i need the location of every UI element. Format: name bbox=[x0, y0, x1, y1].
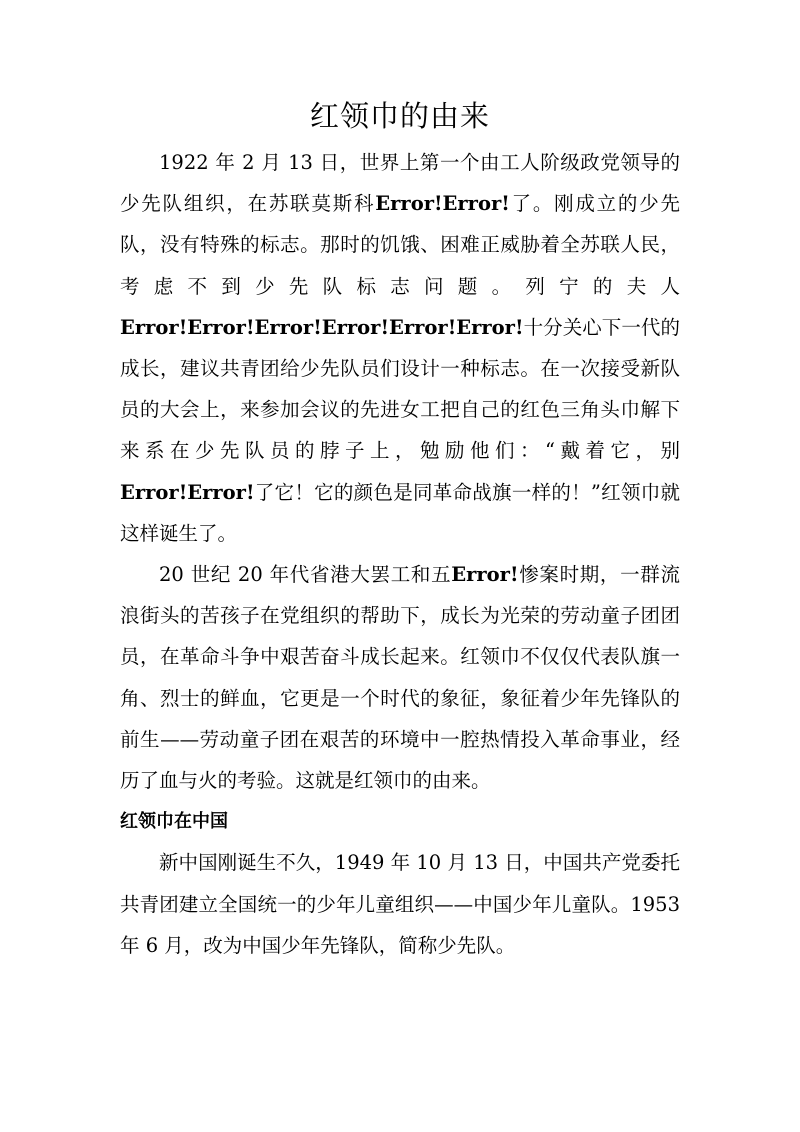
paragraph-2-text: 20 世纪 20 年代省港大罢工和五 bbox=[159, 563, 452, 587]
error-text: Error!Error! bbox=[120, 480, 255, 504]
paragraph-3: 新中国刚诞生不久，1949 年 10 月 13 日，中国共产党委托共青团建立全国统一的少年儿童组织——中国少年儿童队。1953 年 6 月，改为中国少年先锋队，简称少先队。 bbox=[120, 851, 680, 957]
error-text: Error! bbox=[451, 563, 519, 587]
error-text: Error!Error! bbox=[375, 192, 510, 216]
paragraph-2-text: 惨案时期，一群流浪街头的苦孩子在党组织的帮助下，成长为光荣的劳动童子团团员，在革命斗争中艰苦奋斗成长起来。红领巾不仅仅代表队旗一角、烈士的鲜血，它更是一个时代的象征，象征着少年先锋队的前生——劳动童子团在艰苦的环境中一腔热情投入革命事业，经历了血与火的考验。这就是红领巾的由来。 bbox=[120, 563, 680, 793]
error-text: Error!Error!Error!Error!Error!Error! bbox=[120, 315, 524, 339]
paragraph-1-text: 1922 年 2 月 13 日，世界上第一个由工人阶级政党领导的少先队组织，在苏联莫斯科 bbox=[120, 151, 680, 216]
paragraph-1-text: 十分关心下一代的成长，建议共青团给少先队员们设计一种标志。在一次接受新队员的大会上，来参加会议的先进女工把自己的红色三角头巾解下来系在少先队员的脖子上，勉励他们：“戴着它，别 bbox=[120, 315, 680, 463]
paragraph-1-text: 了它！它的颜色是同革命战旗一样的！”红领巾就这样诞生了。 bbox=[120, 480, 680, 545]
paragraph-1 bbox=[120, 142, 680, 554]
section-heading: 红领巾在中国 bbox=[120, 811, 228, 833]
paragraph-1-text: 了。刚成立的少先队，没有特殊的标志。那时的饥饿、困难正威胁着全苏联人民，考虑不到少先队标志问题。列宁的夫人 bbox=[120, 192, 680, 298]
paragraph-2 bbox=[120, 554, 680, 801]
page-title: 红领巾的由来 bbox=[309, 99, 490, 133]
